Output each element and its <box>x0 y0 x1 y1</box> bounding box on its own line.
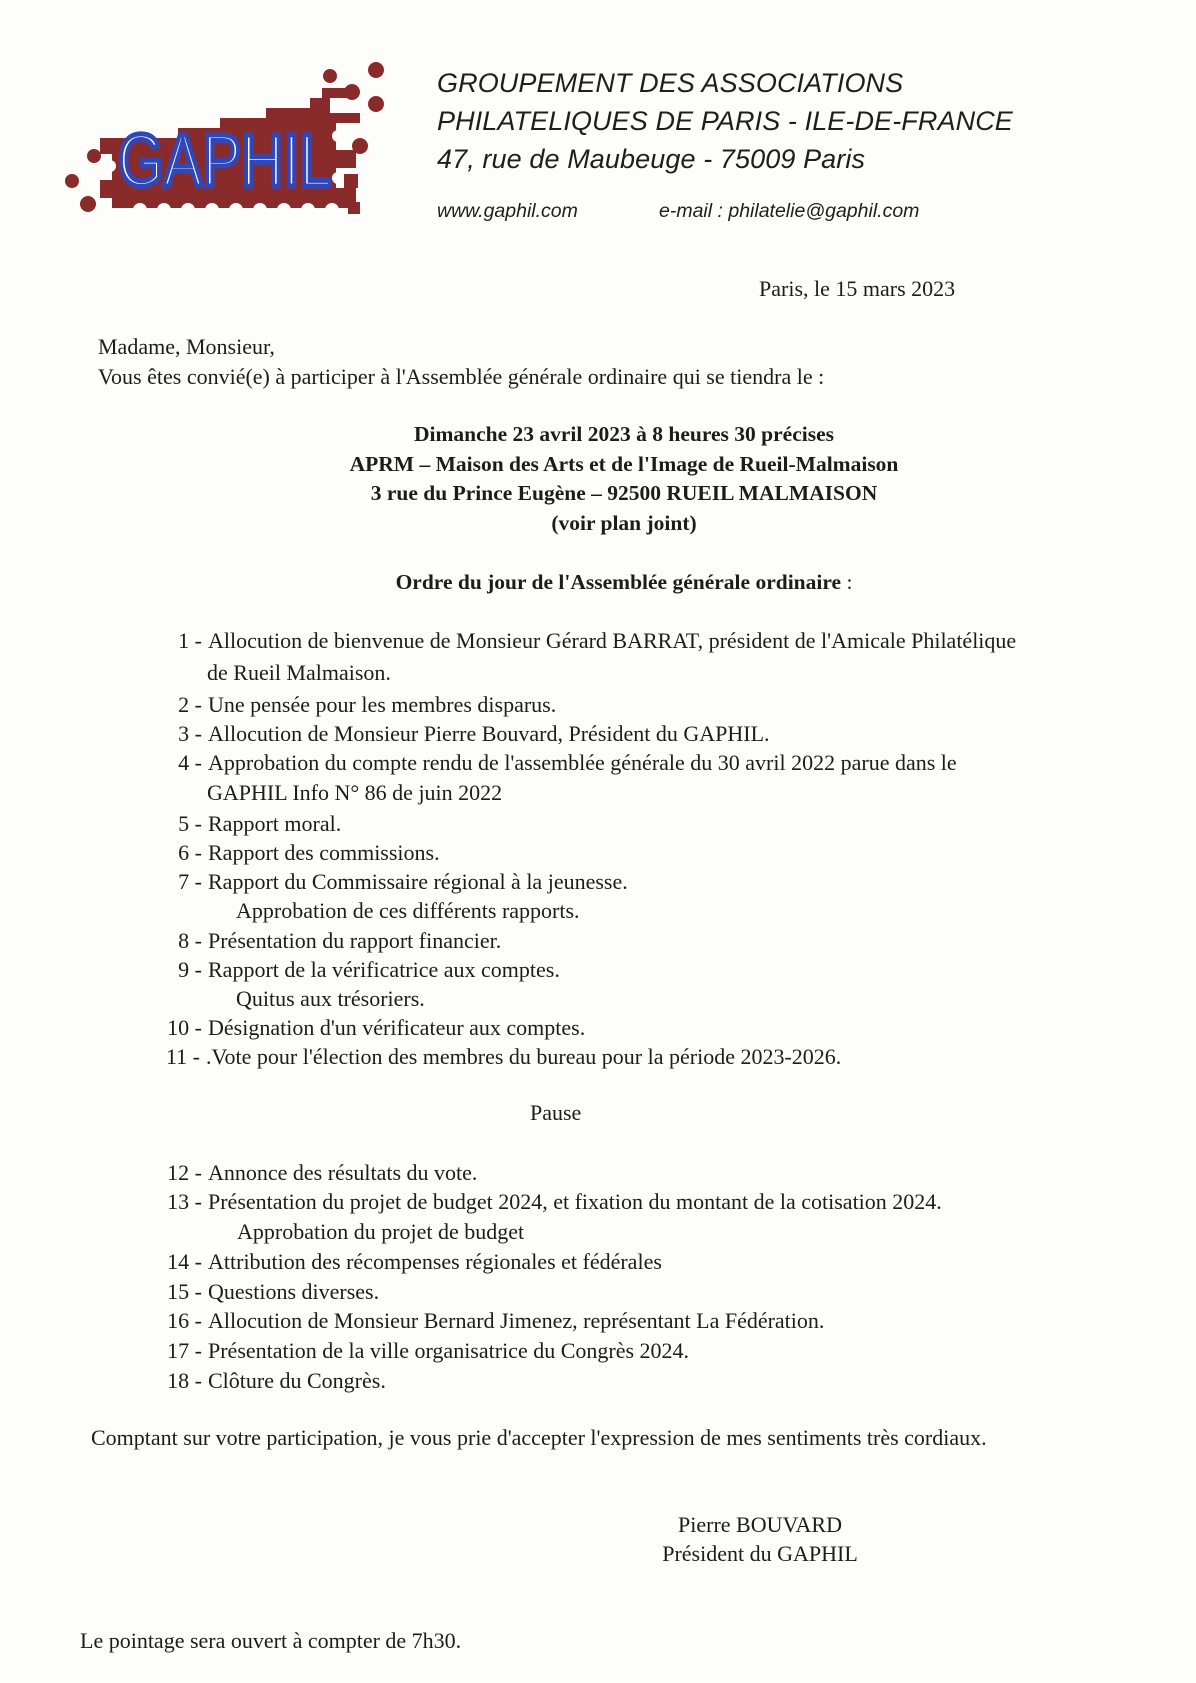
agenda-item-text: Rapport des commissions. <box>208 840 440 865</box>
signatory-title: Président du GAPHIL <box>662 1541 858 1566</box>
agenda-item-number: 5 - <box>178 811 202 836</box>
event-venue: APRM – Maison des Arts et de l'Image de Rueil-Malmaison <box>349 451 899 476</box>
agenda-item-number: 6 - <box>178 840 202 865</box>
agenda-pause: Pause <box>530 1100 582 1125</box>
agenda-item-continuation: de Rueil Malmaison. <box>207 660 391 685</box>
agenda-item <box>165 1044 842 1070</box>
agenda-item-continuation: Quitus aux trésoriers. <box>236 986 425 1011</box>
agenda-item-text: Une pensée pour les membres disparus. <box>208 692 557 717</box>
agenda-item-number: 2 - <box>178 692 202 717</box>
agenda-item-text: Allocution de bienvenue de Monsieur Gérard BARRAT, président de l'Amicale Philatélique <box>208 628 1017 653</box>
agenda-item-number: 3 - <box>178 721 202 746</box>
agenda-item-number: 18 - <box>167 1368 202 1393</box>
letter-date: Paris, le 15 mars 2023 <box>759 276 956 301</box>
website-link[interactable]: www.gaphil.com <box>437 200 578 222</box>
agenda-item-text: Annonce des résultats du vote. <box>208 1160 478 1185</box>
agenda-item-text: Présentation du rapport financier. <box>208 928 502 953</box>
agenda-item-number: 15 - <box>167 1279 202 1304</box>
agenda-item <box>178 957 560 983</box>
agenda-item-number: 1 - <box>178 628 202 653</box>
agenda-item-text: .Vote pour l'élection des membres du bureau pour la période 2023-2026. <box>206 1044 842 1069</box>
agenda-item-text: Rapport du Commissaire régional à la jeunesse. <box>208 869 628 894</box>
agenda-item-continuation: Approbation de ces différents rapports. <box>236 898 580 923</box>
agenda-item <box>178 869 628 895</box>
agenda-item-text: Présentation du projet de budget 2024, et fixation du montant de la cotisation 2024. <box>208 1189 942 1214</box>
agenda-item <box>167 1160 478 1186</box>
agenda-item-continuation: GAPHIL Info N° 86 de juin 2022 <box>207 780 503 805</box>
salutation: Madame, Monsieur, <box>98 334 275 359</box>
agenda-item-number: 13 - <box>167 1189 202 1214</box>
agenda-title: Ordre du jour de l'Assemblée générale ordinaire <box>395 570 842 594</box>
salutation-block <box>98 332 824 392</box>
agenda-item-text: Approbation du compte rendu de l'assemblée générale du 30 avril 2022 parue dans le <box>208 750 957 775</box>
agenda-item <box>167 1368 386 1394</box>
signature-block <box>0 1510 1196 1568</box>
agenda-title-colon: : <box>841 570 853 594</box>
agenda-item <box>178 750 957 776</box>
agenda-item-number: 16 - <box>167 1308 202 1333</box>
agenda-item-continuation: Approbation du projet de budget <box>237 1219 525 1244</box>
org-address: 47, rue de Maubeuge - 75009 Paris <box>437 144 866 174</box>
agenda-item-number: 8 - <box>178 928 202 953</box>
email-link[interactable]: e-mail : philatelie@gaphil.com <box>659 200 920 222</box>
agenda-item <box>178 692 557 718</box>
logo-wordmark: GAPHIL <box>118 119 332 202</box>
agenda-item-text: Clôture du Congrès. <box>208 1368 386 1393</box>
closing-sentence: Comptant sur votre participation, je vous prie d'accepter l'expression de mes sentiments très cordiaux. <box>91 1425 987 1450</box>
signatory-name: Pierre BOUVARD <box>678 1512 842 1537</box>
event-details <box>0 420 1196 538</box>
agenda-item-number: 10 - <box>167 1015 202 1040</box>
agenda-item-number: 7 - <box>178 869 202 894</box>
agenda-item-text: Allocution de Monsieur Bernard Jimenez, représentant La Fédération. <box>208 1308 825 1333</box>
agenda-item-text: Rapport moral. <box>208 811 342 836</box>
agenda-heading <box>0 570 1196 595</box>
agenda-item <box>167 1015 586 1041</box>
agenda-item-number: 11 - <box>165 1044 200 1069</box>
agenda-item-number: 9 - <box>178 957 202 982</box>
gaphil-logo <box>60 58 400 236</box>
org-name-line-2: PHILATELIQUES DE PARIS - ILE-DE-FRANCE <box>437 106 1013 136</box>
check-in-note: Le pointage sera ouvert à compter de 7h30. <box>80 1628 462 1653</box>
agenda-item <box>167 1308 825 1334</box>
agenda-item <box>167 1249 662 1275</box>
event-datetime: Dimanche 23 avril 2023 à 8 heures 30 précises <box>413 422 834 446</box>
agenda-item <box>178 840 440 866</box>
organization-block <box>437 64 1013 178</box>
agenda-item-number: 14 - <box>167 1249 202 1274</box>
agenda-item-number: 4 - <box>178 750 202 775</box>
event-address: 3 rue du Prince Eugène – 92500 RUEIL MALMAISON <box>370 481 878 505</box>
agenda-item <box>178 928 502 954</box>
agenda-item <box>167 1338 690 1364</box>
invitation-text: Vous êtes convié(e) à participer à l'Assemblée générale ordinaire qui se tiendra le : <box>98 364 825 389</box>
agenda-item-text: Désignation d'un vérificateur aux comptes. <box>208 1015 586 1040</box>
agenda-item <box>167 1279 380 1305</box>
org-name-line-1: GROUPEMENT DES ASSOCIATIONS <box>437 68 904 98</box>
agenda-item-text: Attribution des récompenses régionales et fédérales <box>208 1249 662 1274</box>
agenda-item <box>178 721 770 747</box>
agenda-item-number: 17 - <box>167 1338 202 1363</box>
agenda-item-number: 12 - <box>167 1160 202 1185</box>
agenda-item <box>178 628 1017 654</box>
agenda-item-text: Questions diverses. <box>208 1279 380 1304</box>
agenda-item-text: Rapport de la vérificatrice aux comptes. <box>208 957 560 982</box>
agenda-item <box>178 811 342 837</box>
agenda-item <box>167 1189 942 1215</box>
event-map-note: (voir plan joint) <box>551 510 697 535</box>
agenda-item-text: Présentation de la ville organisatrice du Congrès 2024. <box>208 1338 690 1363</box>
agenda-item-text: Allocution de Monsieur Pierre Bouvard, Président du GAPHIL. <box>208 721 770 746</box>
